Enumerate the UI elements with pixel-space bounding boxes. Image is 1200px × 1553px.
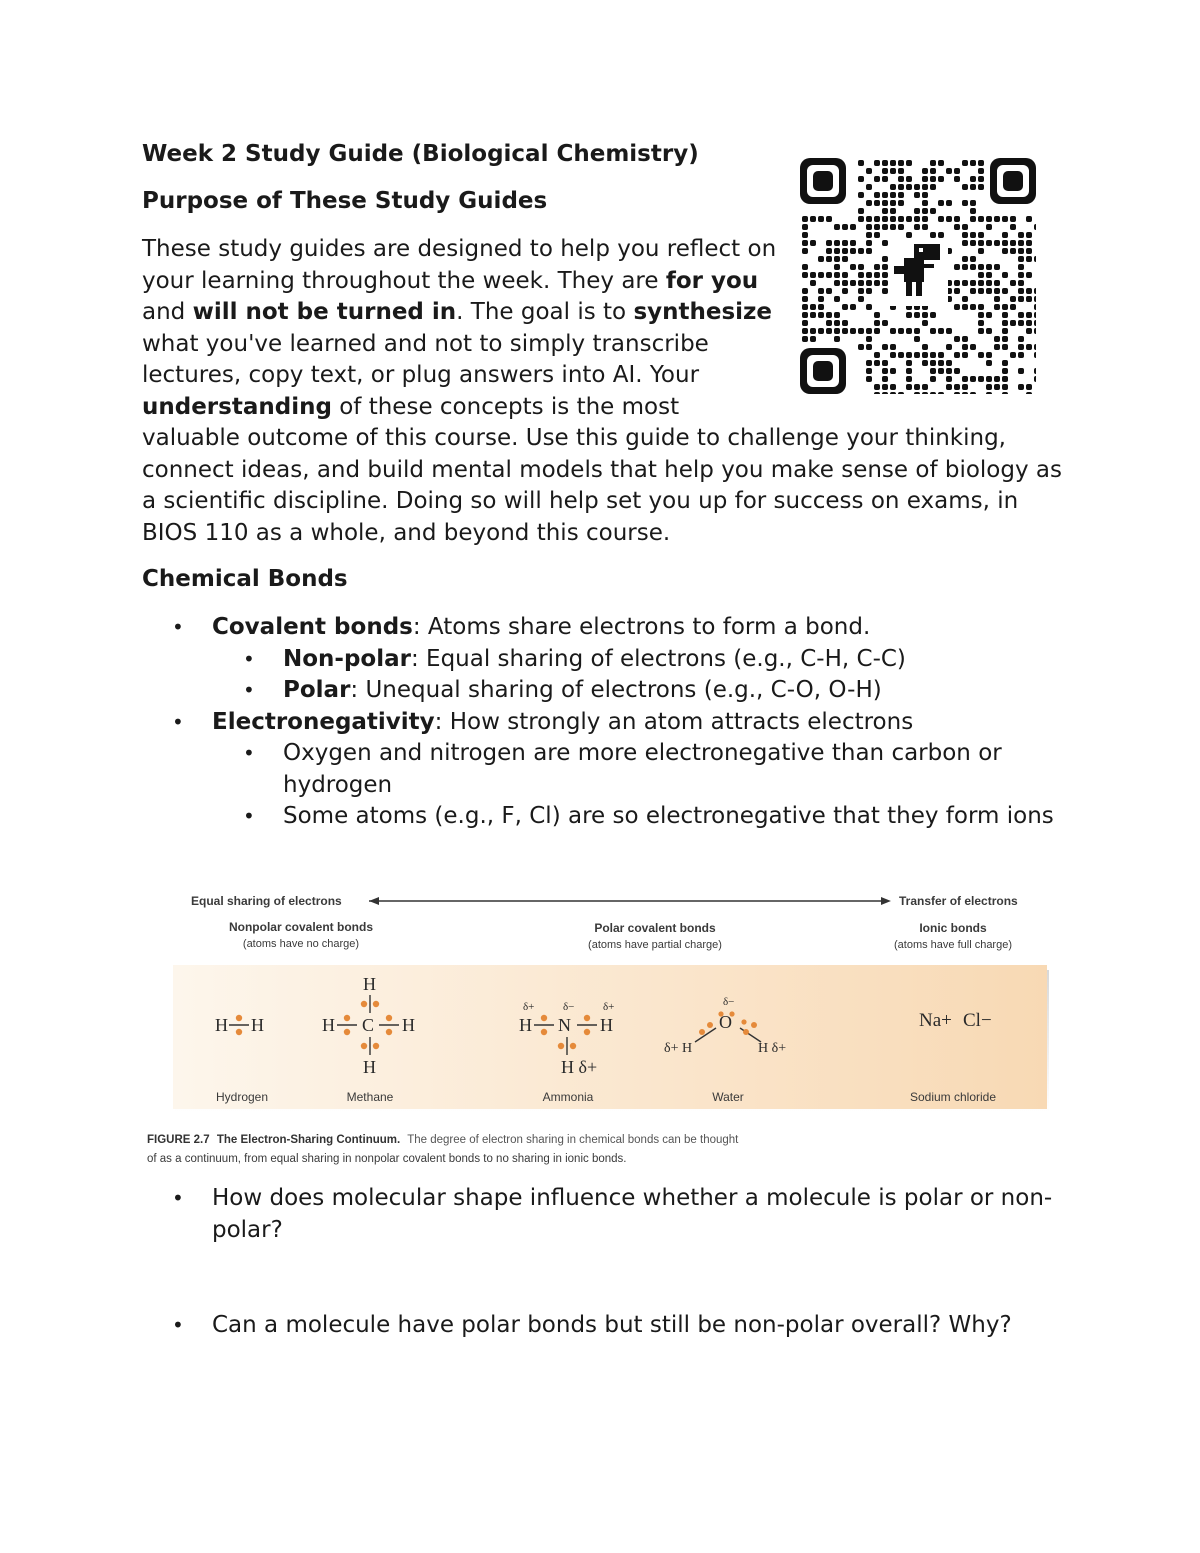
svg-text:δ+ H: δ+ H bbox=[664, 1041, 693, 1056]
col2-title: Polar covalent bonds bbox=[594, 921, 716, 935]
purpose-heading: Purpose of These Study Guides bbox=[142, 188, 548, 214]
svg-text:H: H bbox=[519, 1015, 532, 1035]
chemical-bonds-heading: Chemical Bonds bbox=[142, 566, 348, 592]
svg-text:H: H bbox=[215, 1015, 228, 1035]
list-item: • Some atoms (e.g., F, Cl) are so electronegative that they form ions bbox=[142, 801, 1072, 833]
ammonia-label: Ammonia bbox=[542, 1090, 594, 1104]
chemical-bonds-list bbox=[142, 612, 1072, 833]
list-item: • Covalent bonds: Atoms share electrons to form a bond. bbox=[142, 612, 1072, 644]
svg-text:C: C bbox=[362, 1015, 375, 1035]
methane-label: Methane bbox=[346, 1090, 394, 1104]
svg-text:δ−: δ− bbox=[723, 996, 735, 1008]
figure-caption-line1: FIGURE 2.7 The Electron-Sharing Continuum. The degree of electron sharing in chemical bonds can be thought bbox=[147, 1134, 739, 1146]
arrow-left-label: Equal sharing of electrons bbox=[191, 894, 342, 908]
col3-subtitle: (atoms have full charge) bbox=[894, 939, 1012, 951]
hydrogen-molecule bbox=[215, 1015, 264, 1035]
arrow-right-label: Transfer of electrons bbox=[899, 894, 1018, 908]
svg-text:H: H bbox=[363, 1057, 376, 1077]
qr-code bbox=[800, 158, 1036, 394]
water-label: Water bbox=[712, 1090, 744, 1104]
purpose-paragraph: These study guides are designed to help you reflect on your learning throughout the week. They are for you and will not be turned in. The goal is to synthesize what you've learned and not to simply transcribe lectures, copy text, or plug answers into AI. Your understanding of these concepts is the most valuable outcome of this course. Use this guide to challenge your thinking, connect ideas, and build mental models that help you make sense of biology as a scientific discipline. Doing so will help set you up for success on exams, in BIOS 110 as a whole, and beyond this course. bbox=[142, 234, 1072, 549]
svg-text:δ+: δ+ bbox=[523, 1001, 535, 1013]
svg-text:O: O bbox=[719, 1012, 732, 1032]
svg-text:H: H bbox=[251, 1015, 264, 1035]
list-item: • Polar: Unequal sharing of electrons (e.g., C-O, O-H) bbox=[142, 675, 1072, 707]
list-item: • Oxygen and nitrogen are more electronegative than carbon or hydrogen bbox=[142, 738, 1072, 801]
svg-text:δ+: δ+ bbox=[603, 1001, 615, 1013]
svg-text:Na+: Na+ bbox=[919, 1010, 952, 1031]
molecule-panel bbox=[173, 965, 1047, 1109]
document-title: Week 2 Study Guide (Biological Chemistry) bbox=[142, 141, 699, 167]
svg-text:H δ+: H δ+ bbox=[561, 1057, 598, 1077]
list-item: • Non-polar: Equal sharing of electrons (e.g., C-H, C-C) bbox=[142, 644, 1072, 676]
hydrogen-label: Hydrogen bbox=[215, 1090, 269, 1104]
col2-subtitle: (atoms have partial charge) bbox=[588, 939, 722, 951]
svg-text:H: H bbox=[600, 1015, 613, 1035]
electron-sharing-figure bbox=[143, 886, 1063, 1176]
svg-text:H: H bbox=[322, 1015, 335, 1035]
col3-title: Ionic bonds bbox=[919, 921, 987, 935]
sodium-chloride-label: Sodium chloride bbox=[909, 1090, 997, 1104]
question-item: • Can a molecule have polar bonds but still be non-polar overall? Why? bbox=[142, 1310, 1072, 1342]
svg-text:H: H bbox=[363, 974, 376, 994]
reflection-questions bbox=[142, 1183, 1072, 1342]
list-item: • Electronegativity: How strongly an atom attracts electrons bbox=[142, 707, 1072, 739]
figure-caption-line2: of as a continuum, from equal sharing in nonpolar covalent bonds to no sharing in ionic bonds. bbox=[147, 1153, 627, 1165]
arrow-right-icon bbox=[881, 897, 891, 905]
col1-subtitle: (atoms have no charge) bbox=[242, 938, 360, 950]
svg-text:H δ+: H δ+ bbox=[758, 1041, 787, 1056]
svg-text:N: N bbox=[558, 1015, 571, 1035]
question-item: • How does molecular shape influence whether a molecule is polar or non-polar? bbox=[142, 1183, 1072, 1246]
arrow-left-icon bbox=[369, 897, 379, 905]
col1-title: Nonpolar covalent bonds bbox=[228, 920, 374, 934]
svg-text:H: H bbox=[402, 1015, 415, 1035]
svg-text:δ−: δ− bbox=[563, 1001, 575, 1013]
svg-text:Cl−: Cl− bbox=[963, 1010, 992, 1031]
